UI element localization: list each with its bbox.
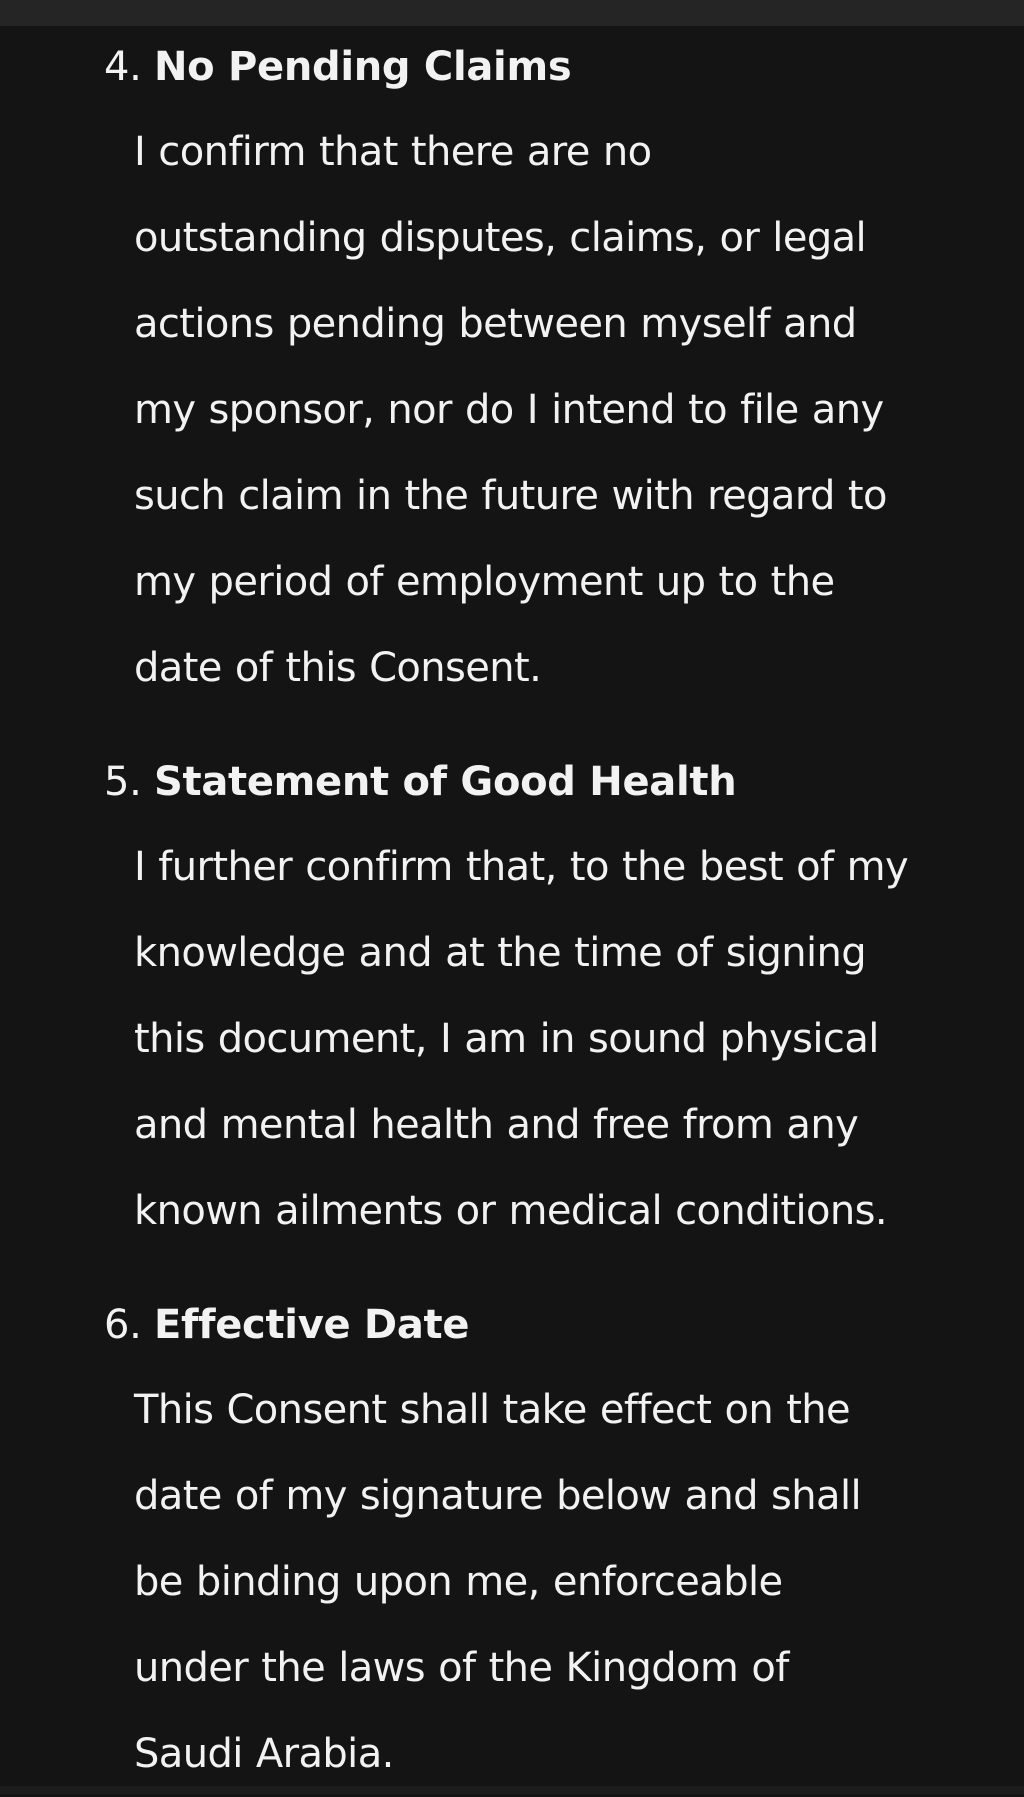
- body-line: this document, I am in sound physical: [134, 1016, 879, 1062]
- body-line: known ailments or medical conditions.: [134, 1188, 888, 1234]
- section-heading: [104, 42, 571, 92]
- section-body: [134, 824, 1004, 1254]
- body-line: I further confirm that, to the best of my: [134, 844, 909, 890]
- body-line: be binding upon me, enforceable: [134, 1559, 783, 1605]
- body-line: actions pending between myself and: [134, 301, 857, 347]
- body-line: my sponsor, nor do I intend to file any: [134, 387, 884, 433]
- section-title: Effective Date: [154, 1302, 470, 1348]
- section-number: 6.: [104, 1302, 142, 1348]
- body-line: I confirm that there are no: [134, 129, 652, 175]
- body-line: date of my signature below and shall: [134, 1473, 861, 1519]
- section-body: [134, 1367, 1004, 1797]
- body-line: and mental health and free from any: [134, 1102, 859, 1148]
- body-line: under the laws of the Kingdom of: [134, 1645, 789, 1691]
- section-heading: [104, 1300, 469, 1350]
- body-line: knowledge and at the time of signing: [134, 930, 867, 976]
- section-title: Statement of Good Health: [154, 759, 737, 805]
- body-line: outstanding disputes, claims, or legal: [134, 215, 867, 261]
- section-number: 4.: [104, 44, 142, 90]
- section-number: 5.: [104, 759, 142, 805]
- bottom-bar: [0, 1786, 1024, 1794]
- top-bar: [0, 0, 1024, 26]
- section-body: [134, 109, 1004, 711]
- body-line: Saudi Arabia.: [134, 1731, 394, 1777]
- section-title: No Pending Claims: [154, 44, 572, 90]
- body-line: such claim in the future with regard to: [134, 473, 887, 519]
- body-line: my period of employment up to the: [134, 559, 835, 605]
- body-line: This Consent shall take effect on the: [134, 1387, 851, 1433]
- section-heading: [104, 757, 736, 807]
- body-line: date of this Consent.: [134, 645, 542, 691]
